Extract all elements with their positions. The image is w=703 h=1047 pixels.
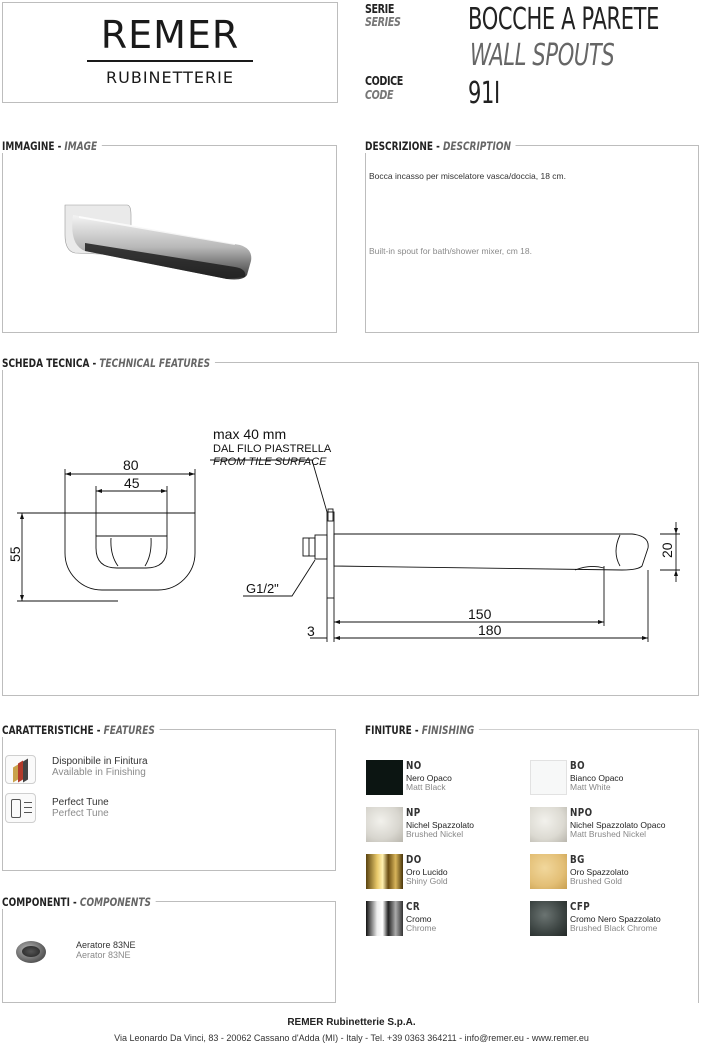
finish-code: CFP bbox=[570, 900, 591, 913]
finish-name-en: Brushed Black Chrome bbox=[570, 923, 658, 933]
finish-name: Bianco Opaco bbox=[570, 773, 624, 783]
finish-swatch-cfp bbox=[530, 901, 567, 936]
feature-label: Disponibile in Finitura bbox=[52, 756, 148, 767]
dim-thread: G1/2" bbox=[246, 581, 279, 596]
finish-item-cfp bbox=[570, 900, 661, 933]
image-section-title: IMMAGINE - IMAGE bbox=[2, 139, 102, 153]
feature-label: Perfect Tune bbox=[52, 797, 109, 808]
finish-code: BO bbox=[570, 759, 585, 772]
finish-name: Cromo bbox=[406, 914, 432, 924]
finish-name: Oro Spazzolato bbox=[570, 867, 629, 877]
perfect-tune-icon bbox=[5, 793, 36, 823]
features-section-title: CARATTERISTICHE - FEATURES bbox=[2, 723, 160, 737]
finish-code: NP bbox=[406, 806, 421, 819]
brand-logo bbox=[2, 14, 338, 87]
dim-150: 150 bbox=[468, 606, 492, 622]
finish-name-en: Matt White bbox=[570, 782, 611, 792]
dim-max-label: max 40 mm bbox=[213, 426, 287, 442]
finish-item-no bbox=[406, 759, 452, 792]
finish-swatch-do bbox=[366, 854, 403, 889]
finish-name-en: Matt Brushed Nickel bbox=[570, 829, 647, 839]
finish-code: NO bbox=[406, 759, 422, 772]
code-label: CODICE bbox=[365, 74, 403, 88]
finish-swatch-cr bbox=[366, 901, 403, 936]
component-label: Aeratore 83NE bbox=[76, 940, 136, 950]
brand-name: REMER bbox=[100, 13, 240, 57]
footer-company: REMER Rubinetterie S.p.A. bbox=[287, 1017, 416, 1028]
finish-name-en: Brushed Nickel bbox=[406, 829, 464, 839]
finish-name: Nichel Spazzolato bbox=[406, 820, 475, 830]
aerator-icon bbox=[16, 937, 46, 969]
dim-45: 45 bbox=[124, 475, 140, 491]
dim-tile-label: DAL FILO PIASTRELLA bbox=[213, 443, 332, 455]
finish-code: DO bbox=[406, 853, 422, 866]
finish-name-en: Chrome bbox=[406, 923, 437, 933]
finish-code: BG bbox=[570, 853, 585, 866]
finish-item-bo bbox=[570, 759, 623, 792]
description-section-title: DESCRIZIONE - DESCRIPTION bbox=[365, 139, 516, 153]
finish-code: NPO bbox=[570, 806, 593, 819]
description-text-it: Bocca incasso per miscelatore vasca/doccia, 18 cm. bbox=[369, 171, 567, 181]
dim-180: 180 bbox=[478, 622, 502, 638]
finish-name: Cromo Nero Spazzolato bbox=[570, 914, 661, 924]
dim-55: 55 bbox=[7, 546, 23, 562]
feature-item-finishing bbox=[52, 756, 148, 778]
feature-item-perfect-tune bbox=[52, 797, 109, 819]
product-code: 91I bbox=[468, 76, 500, 111]
finish-item-do bbox=[406, 853, 448, 886]
finish-swatch-np bbox=[366, 807, 403, 842]
feature-label-en: Perfect Tune bbox=[52, 808, 109, 819]
serie-label-en: SERIES bbox=[365, 15, 401, 29]
feature-label-en: Available in Finishing bbox=[52, 767, 146, 778]
components-box bbox=[2, 901, 336, 1003]
finish-name-en: Shiny Gold bbox=[406, 876, 448, 886]
footer-address: Via Leonardo Da Vinci, 83 - 20062 Cassano d'Adda (MI) - Italy - Tel. +39 0363 364211 - info@remer.eu - www.remer.eu bbox=[114, 1033, 589, 1043]
description-text-en: Built-in spout for bath/shower mixer, cm 18. bbox=[369, 246, 532, 256]
finish-name-en: Matt Black bbox=[406, 782, 446, 792]
component-label-en: Aerator 83NE bbox=[76, 950, 131, 960]
series-title-en: WALL SPOUTS bbox=[470, 38, 615, 73]
components-section-title: COMPONENTI - COMPONENTS bbox=[2, 895, 156, 909]
finish-item-npo bbox=[570, 806, 665, 839]
dim-20: 20 bbox=[659, 542, 675, 558]
finish-name: Nichel Spazzolato Opaco bbox=[570, 820, 666, 830]
finishing-icon bbox=[5, 755, 36, 784]
component-item-aerator bbox=[76, 940, 136, 960]
technical-section-title: SCHEDA TECNICA - TECHNICAL FEATURES bbox=[2, 356, 215, 370]
series-title: BOCCHE A PARETE bbox=[468, 2, 660, 37]
finish-swatch-npo bbox=[530, 807, 567, 842]
finish-swatch-no bbox=[366, 760, 403, 795]
finish-item-np bbox=[406, 806, 474, 839]
technical-drawing bbox=[0, 420, 700, 645]
code-label-en: CODE bbox=[365, 88, 394, 102]
finish-swatch-bg bbox=[530, 854, 567, 889]
dim-3: 3 bbox=[307, 623, 315, 639]
finish-name: Nero Opaco bbox=[406, 773, 452, 783]
finish-code: CR bbox=[406, 900, 421, 913]
serie-label: SERIE bbox=[365, 2, 394, 16]
finish-item-bg bbox=[570, 853, 629, 886]
brand-subtitle: RUBINETTERIE bbox=[106, 68, 234, 87]
finishing-section-title: FINITURE - FINISHING bbox=[365, 723, 479, 737]
product-image bbox=[55, 195, 265, 285]
finish-swatch-bo bbox=[530, 760, 567, 795]
finish-item-cr bbox=[406, 900, 436, 933]
dim-tile-label-en: FROM TILE SURFACE bbox=[213, 456, 327, 468]
finish-name-en: Brushed Gold bbox=[570, 876, 622, 886]
finish-name: Oro Lucido bbox=[406, 867, 448, 877]
dim-80: 80 bbox=[123, 457, 139, 473]
